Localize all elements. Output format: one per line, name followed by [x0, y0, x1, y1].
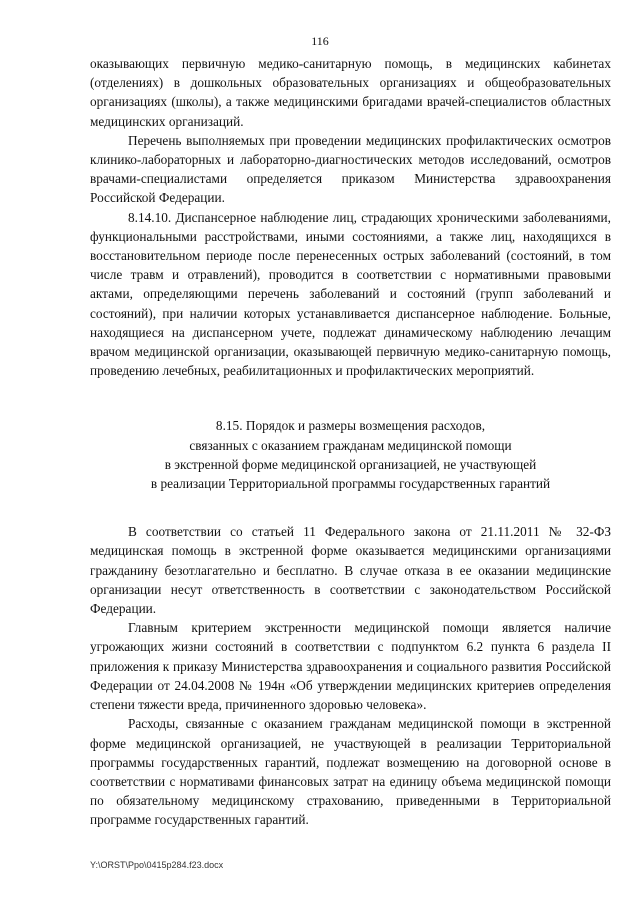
heading-line-4: в реализации Территориальной программы государственных гарантий: [150, 476, 551, 492]
document-body: [90, 54, 611, 830]
heading-line-1: 8.15. Порядок и размеры возмещения расходов,: [215, 418, 486, 434]
footer-file-path: Y:\ORST\Ppo\0415p284.f23.docx: [90, 860, 224, 870]
section-heading-8-15: [90, 416, 611, 493]
paragraph-8-14-10: 8.14.10. Диспансерное наблюдение лиц, страдающих хроническими заболеваниями, функциональными расстройствами, иными состояниями, а также лиц, находящихся в восстановительном периоде после перенесенных острых заболеваний (состояний, в том числе травм и отравлений), проводится в соответствии с нормативными правовыми актами, определяющими перечень заболеваний и состояний (групп заболеваний и состояний), при наличии которых устанавливается диспансерное наблюдение. Больные, находящиеся на диспансерном учете, подлежат динамическому наблюдению лечащим врачом медицинской организации, оказывающей первичную медико-санитарную помощь, проведению лечебных, реабилитационных и профилактических мероприятий.: [90, 209, 611, 379]
paragraph-checkup-list: Перечень выполняемых при проведении медицинских профилактических осмотров клинико-лабораторных и лабораторно-диагностических методов исследований, осмотров врачами-специалистами определяется приказом Министерства здравоохранения Российской Федерации.: [90, 132, 611, 206]
paragraph-continuation: оказывающих первичную медико-санитарную помощь, в медицинских кабинетах (отделениях) в дошкольных образовательных организациях и общеобразовательных организациях (школы), а также медицинскими бригадами врачей-специалистов областных медицинских организаций.: [90, 56, 611, 129]
paragraph-federal-law: В соответствии со статьей 11 Федерального закона от 21.11.2011 № 32-ФЗ медицинская помощь в экстренной форме оказывается медицинскими организациями гражданину безотлагательно и бесплатно. В случае отказа в ее оказании медицинские организации несут ответственность в соответствии с законодательством Российской Федерации.: [90, 524, 611, 617]
heading-line-2: связанных с оказанием гражданам медицинской помощи: [189, 437, 512, 453]
page-number: 116: [311, 34, 329, 48]
heading-line-3: в экстренной форме медицинской организацией, не участвующей: [164, 456, 537, 472]
paragraph-emergency-criterion: Главным критерием экстренности медицинской помощи является наличие угрожающих жизни состояний в соответствии с подпунктом 6.2 пункта 6 раздела II приложения к приказу Министерства здравоохранения и социального развития Российской Федерации от 24.04.2008 № 194н «Об утверждении медицинских критериев определения степени тяжести вреда, причиненного здоровью человека».: [90, 620, 611, 713]
paragraph-expenses: Расходы, связанные с оказанием гражданам медицинской помощи в экстренной форме медицинской организацией, не участвующей в реализации Территориальной программы государственных гарантий, подлежат возмещению на договорной основе в соответствии с нормативами финансовых затрат на единицу объема медицинской помощи по обязательному медицинскому страхованию, приведенными в Территориальной программе государственных гарантий.: [90, 716, 611, 828]
